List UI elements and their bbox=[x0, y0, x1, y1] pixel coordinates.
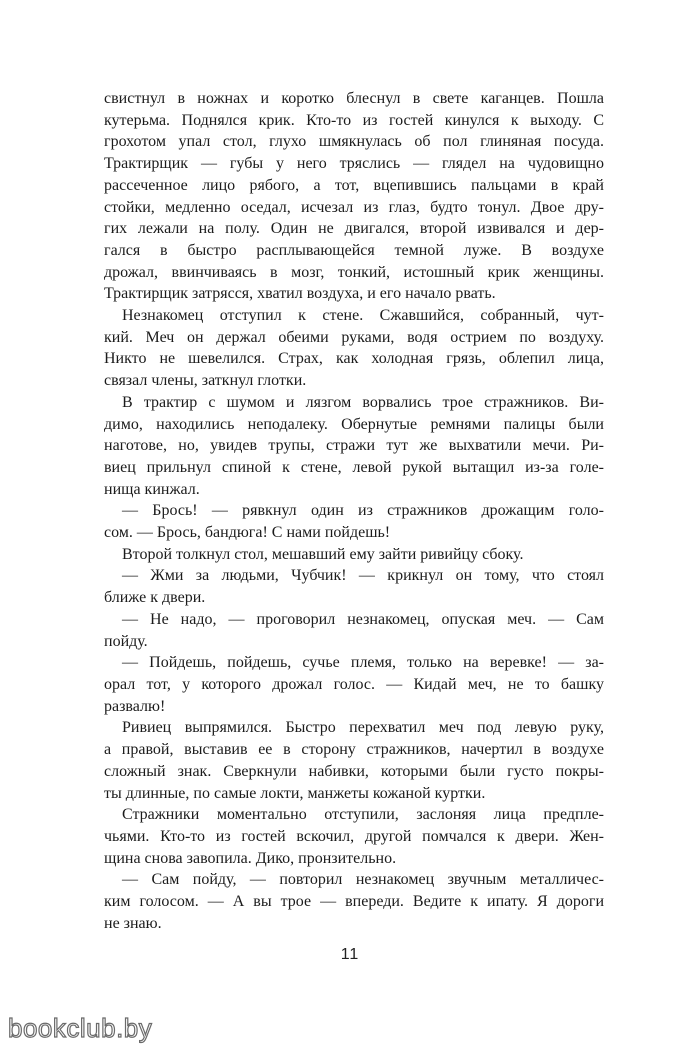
text-line: грохотом упал стол, глухо шмякнулась об пол глиняная посуда. bbox=[104, 133, 604, 151]
text-line: В трактир с шумом и лязгом ворвались трое стражников. Ви- bbox=[122, 393, 604, 411]
text-line: орал тот, у которого дрожал голос. — Кидай меч, не то башку bbox=[104, 675, 604, 693]
text-line: — Жми за людьми, Чубчик! — крикнул он тому, что стоял bbox=[122, 567, 604, 585]
text-line: виец прильнул спиной к стене, левой рукой вытащил из-за голе- bbox=[104, 458, 604, 476]
text-line: стойки, медленно оседал, исчезал из глаз, будто тонул. Двое дру- bbox=[104, 198, 604, 216]
text-line: ближе к двери. bbox=[104, 589, 206, 607]
text-line: кутерьма. Поднялся крик. Кто-то из гостей кинулся к выходу. С bbox=[104, 111, 604, 129]
text-line: Стражники моментально отступили, заслоняя лица предпле- bbox=[122, 806, 604, 824]
text-line: сом. — Брось, бандюга! С нами пойдешь! bbox=[104, 524, 391, 542]
text-line: — Сам пойду, — повторил незнакомец звучным металличес- bbox=[122, 871, 604, 889]
text-line: нища кинжал. bbox=[104, 480, 200, 498]
text-line: Незнакомец отступил к стене. Сжавшийся, собранный, чут- bbox=[122, 307, 604, 325]
text-line: рассеченное лицо рябого, а тот, вцепившись пальцами в край bbox=[104, 176, 604, 194]
text-line: ты длинные, по самые локти, манжеты кожаной куртки. bbox=[104, 784, 486, 802]
text-line: — Пойдешь, пойдешь, сучье племя, только на веревке! — за- bbox=[122, 654, 604, 672]
text-line: гался в быстро расплывающейся темной луже. В воздухе bbox=[104, 241, 604, 259]
text-line: ким голосом. — А вы трое — впереди. Ведите к ипату. Я дороги bbox=[104, 893, 604, 911]
text-line: наготове, но, увидев трупы, стражи тут же выхватили мечи. Ри- bbox=[104, 437, 604, 455]
text-line: пойду. bbox=[104, 632, 148, 650]
text-line: — Брось! — рявкнул один из стражников дрожащим голо- bbox=[122, 502, 604, 520]
text-line: димо, находились неподалеку. Обернутые ремнями палицы были bbox=[104, 415, 604, 433]
site-watermark: bookclub.by bbox=[8, 1013, 153, 1043]
text-line: гих лежали на полу. Один не двигался, второй извивался и дер- bbox=[104, 220, 604, 238]
text-line: Второй толкнул стол, мешавший ему зайти ривийцу сбоку. bbox=[122, 545, 524, 563]
text-line: чьями. Кто-то из гостей вскочил, другой помчался к двери. Жен- bbox=[104, 827, 604, 845]
text-line: Трактирщик затрясся, хватил воздуха, и его начало рвать. bbox=[104, 285, 496, 303]
text-line: дрожал, ввинчиваясь в мозг, тонкий, истошный крик женщины. bbox=[104, 263, 604, 281]
text-line: — Не надо, — проговорил незнакомец, опуская меч. — Сам bbox=[122, 610, 604, 628]
text-line: развалю! bbox=[104, 697, 166, 715]
text-line: не знаю. bbox=[104, 914, 162, 932]
text-line: Ривиец выпрямился. Быстро перехватил меч под левую руку, bbox=[122, 719, 604, 737]
page-number: 11 bbox=[340, 946, 360, 963]
text-line: а правой, выставив ее в сторону стражников, начертил в воздухе bbox=[104, 741, 604, 759]
text-line: Трактирщик — губы у него тряслись — глядел на чудовищно bbox=[104, 155, 604, 173]
text-line: свистнул в ножнах и коротко блеснул в свете каганцев. Пошла bbox=[104, 90, 604, 107]
text-line: Никто не шевелился. Страх, как холодная грязь, облепил лица, bbox=[104, 350, 604, 368]
text-line: щина снова завопила. Дико, пронзительно. bbox=[104, 849, 397, 867]
text-line: связал члены, заткнул глотки. bbox=[104, 372, 307, 390]
page-body-text bbox=[104, 88, 604, 934]
text-line: сложный знак. Сверкнули набивки, которыми были густо покры- bbox=[104, 762, 604, 780]
text-line: кий. Меч он держал обеими руками, водя острием по воздуху. bbox=[104, 328, 604, 346]
